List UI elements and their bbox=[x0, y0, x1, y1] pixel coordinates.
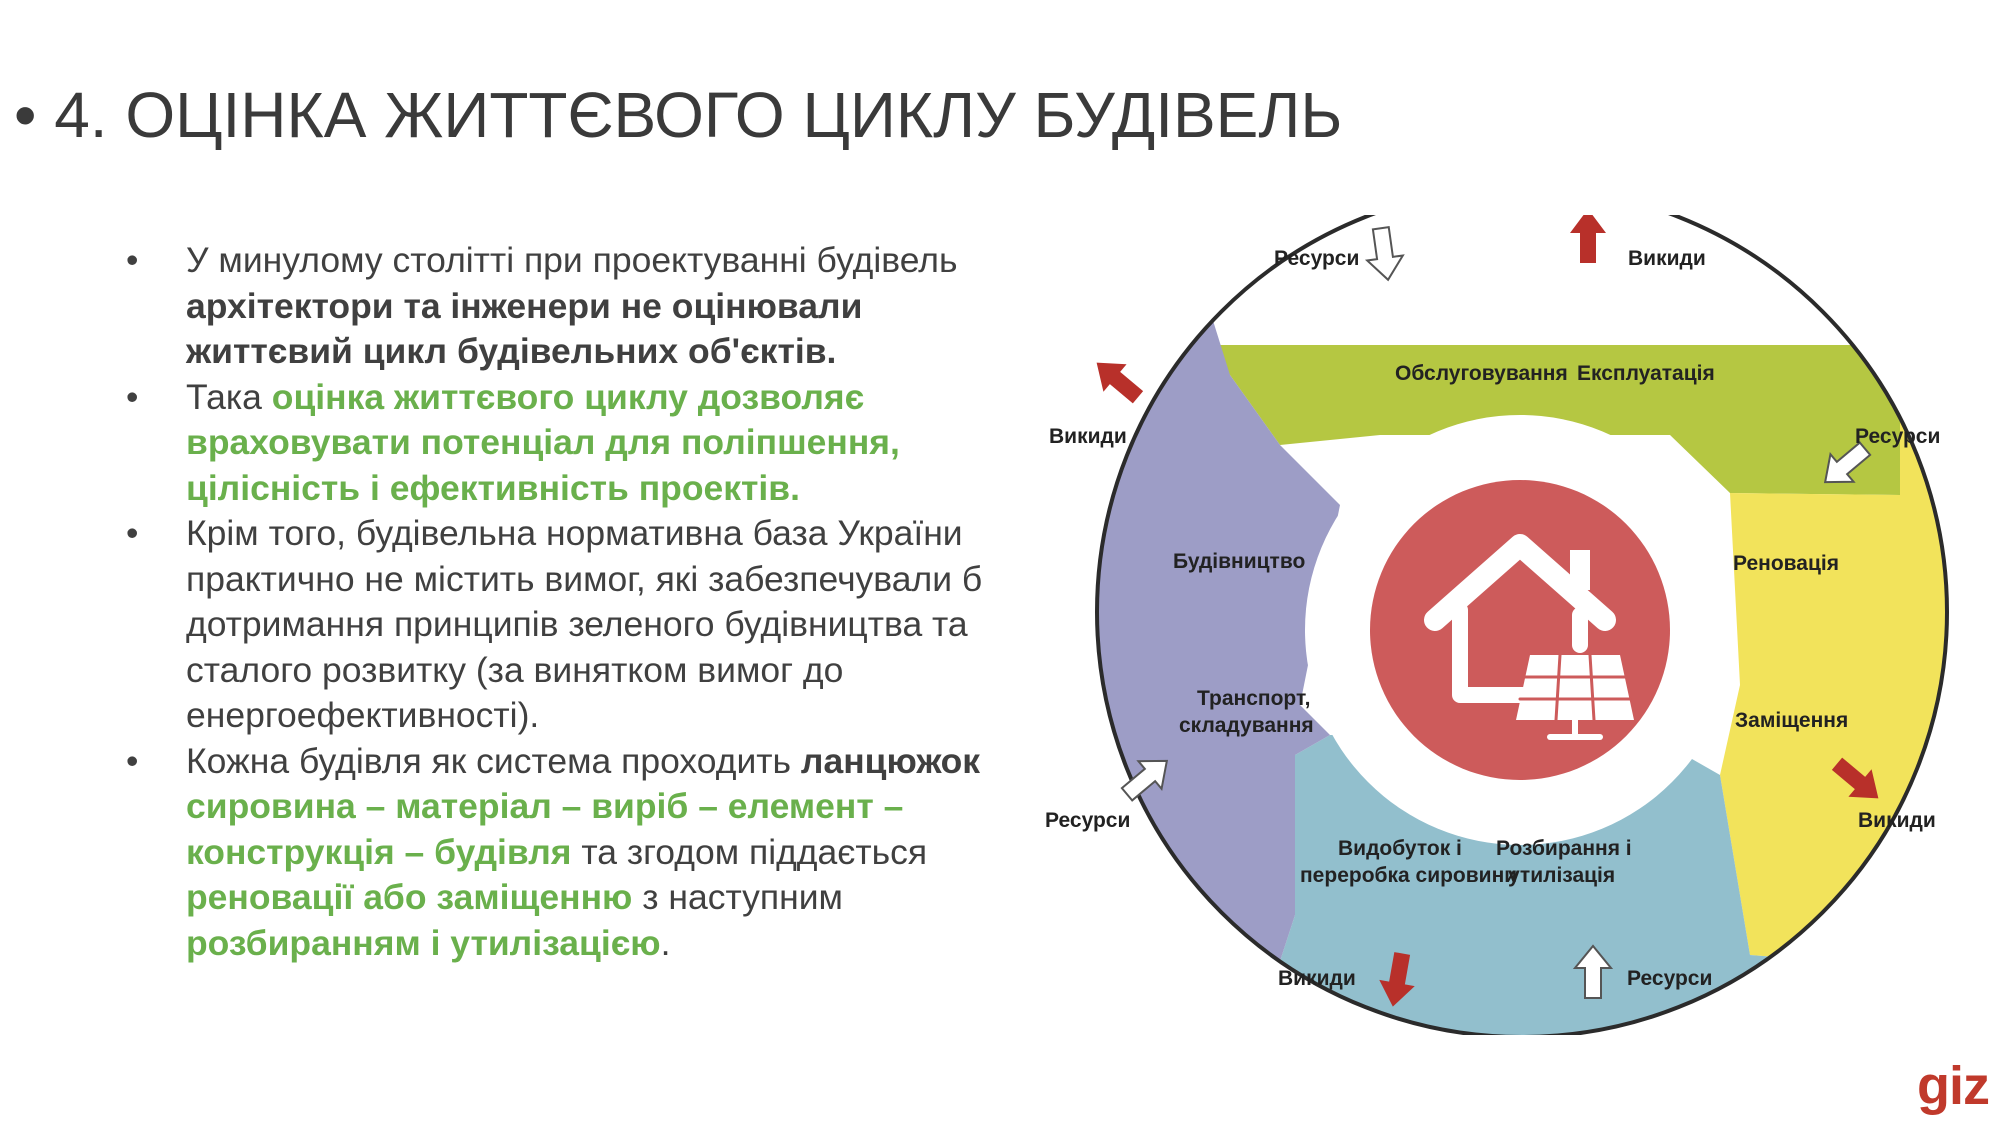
bullet-text: Така bbox=[186, 376, 272, 417]
bullet-text: У минулому столітті при проектуванні будівель bbox=[186, 240, 958, 280]
flow-label-emissions-left: Викиди bbox=[1049, 425, 1127, 448]
bullet-text: Крім того, будівельна нормативна база України практично не містить вимог, які забезпечували б дотримання принципів зеленого будівництва та сталого розвитку (за винятком вимог до енергоефективності). bbox=[186, 513, 983, 735]
bullet-text: Кожна будівля як система проходить bbox=[186, 740, 801, 781]
flow-label-resources-top: Ресурси bbox=[1274, 247, 1360, 270]
center-disc bbox=[1370, 480, 1670, 780]
label-renovation: Реновація bbox=[1733, 552, 1839, 575]
bullet-emphasis: архітектори та інженери не оцінювали життєвий цикл будівельних об'єктів. bbox=[186, 285, 863, 371]
label-replacement: Заміщення bbox=[1735, 709, 1849, 732]
label-extraction-line2: переробка сировини bbox=[1300, 864, 1518, 887]
bullet-item bbox=[120, 238, 1000, 375]
label-maintenance: Обслуговування bbox=[1395, 362, 1568, 385]
label-construction: Будівництво bbox=[1173, 550, 1306, 573]
bullet-highlight: розбиранням і утилізацією bbox=[186, 922, 661, 963]
flow-label-resources-right: Ресурси bbox=[1855, 425, 1941, 448]
bullet-item bbox=[120, 511, 1000, 739]
bullet-highlight: реновації або заміщенню bbox=[186, 877, 633, 917]
label-transport-line2: складування bbox=[1179, 714, 1314, 737]
bullet-list bbox=[120, 238, 1000, 966]
flow-label-emissions-right: Викиди bbox=[1858, 809, 1936, 832]
bullet-highlight: оцінка життєвого циклу дозволяє враховувати потенціал для поліпшення, цілісність і ефективність проектів. bbox=[186, 376, 900, 508]
bullet-text: та згодом піддається bbox=[571, 831, 928, 872]
label-dismantling-line1: Розбирання і bbox=[1496, 837, 1632, 860]
arrow-resources-top bbox=[1363, 226, 1406, 283]
flow-label-resources-left: Ресурси bbox=[1045, 809, 1131, 832]
bullet-text: . bbox=[660, 922, 671, 963]
label-transport-line1: Транспорт, bbox=[1197, 687, 1311, 710]
bullet-text: з наступним bbox=[632, 877, 843, 917]
label-dismantling-line2: утилізація bbox=[1508, 864, 1616, 887]
bullet-highlight: сировина – матеріал – виріб – елемент – конструкція – будівля bbox=[186, 786, 904, 872]
label-operation: Експлуатація bbox=[1577, 362, 1715, 385]
arrow-emissions-top bbox=[1570, 215, 1606, 263]
flow-label-emissions-bottom: Викиди bbox=[1278, 967, 1356, 990]
slide-title: • 4. ОЦІНКА ЖИТТЄВОГО ЦИКЛУ БУДІВЕЛЬ bbox=[14, 79, 1343, 151]
giz-logo: giz bbox=[1917, 1056, 1989, 1116]
bullet-item bbox=[120, 375, 1000, 512]
life-cycle-diagram bbox=[1030, 215, 1980, 1035]
segment-construction-transport bbox=[1030, 215, 1340, 1035]
arrow-emissions-left bbox=[1085, 349, 1150, 411]
label-extraction-line1: Видобуток і bbox=[1338, 837, 1462, 860]
flow-label-emissions-top: Викиди bbox=[1628, 247, 1706, 270]
bullet-item bbox=[120, 739, 1000, 967]
bullet-emphasis: ланцюжок bbox=[800, 740, 981, 781]
flow-label-resources-bottom: Ресурси bbox=[1627, 967, 1713, 990]
